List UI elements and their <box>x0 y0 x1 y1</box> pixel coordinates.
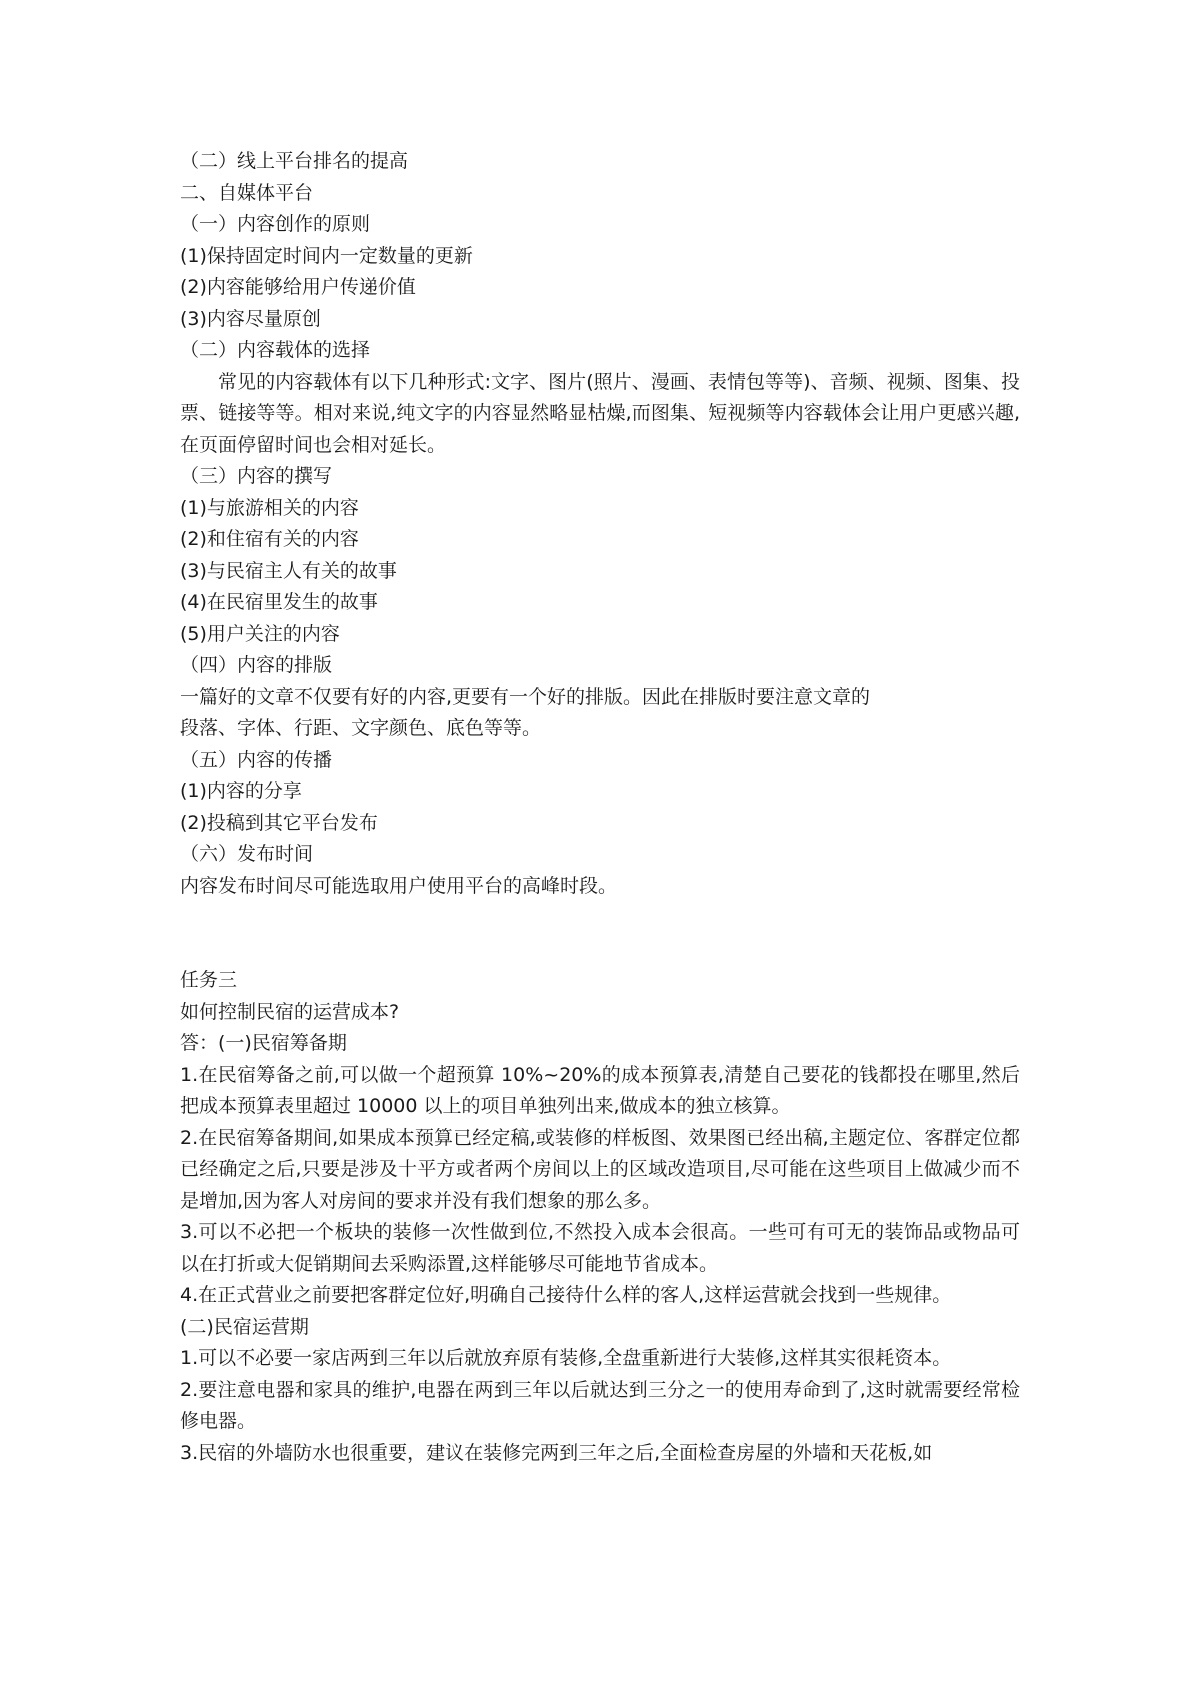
document-body <box>180 146 1020 1469</box>
prep-item: 3.可以不必把一个板块的装修一次性做到位,不然投入成本会很高。一些可有可无的装饰品或物品可以在打折或大促销期间去采购添置,这样能够尽可能地节省成本。 <box>180 1221 1020 1275</box>
layout-text-line: 一篇好的文章不仅要有好的内容,更要有一个好的排版。因此在排版时要注意文章的 <box>180 685 871 708</box>
heading-content-writing: （三）内容的撰写 <box>180 465 333 487</box>
prep-item: 2.在民宿筹备期间,如果成本预算已经定稿,或装修的样板图、效果图已经出稿,主题定位、客群定位都已经确定之后,只要是涉及十平方或者两个房间以上的区域改造项目,尽可能在这些项目上做减少而不是增加,因为客人对房间的要求并没有我们想象的那么多。 <box>180 1126 1020 1212</box>
list-item: (2)内容能够给用户传递价值 <box>180 276 416 298</box>
publish-time-text: 内容发布时间尽可能选取用户使用平台的高峰时段。 <box>180 874 618 897</box>
list-item: (2)投稿到其它平台发布 <box>180 811 378 834</box>
prep-item: 4.在正式营业之前要把客群定位好,明确自己接待什么样的客人,这样运营就会找到一些规律。 <box>180 1284 952 1306</box>
heading-creation-principles: （一）内容创作的原则 <box>180 213 371 235</box>
ops-item: 3.民宿的外墙防水也很重要，建议在装修完两到三年之后,全面检查房屋的外墙和天花板,如 <box>180 1441 933 1464</box>
section-spacer <box>180 902 1020 965</box>
ops-item: 1.可以不必要一家店两到三年以后就放弃原有装修,全盘重新进行大装修,这样其实很耗资本。 <box>180 1347 952 1369</box>
heading-carrier-choice: （二）内容载体的选择 <box>180 339 371 361</box>
list-item: (1)与旅游相关的内容 <box>180 496 359 519</box>
list-item: (1)内容的分享 <box>180 780 302 802</box>
heading-operation-period: (二)民宿运营期 <box>180 1315 309 1338</box>
heading-online-ranking: （二）线上平台排名的提高 <box>180 150 409 172</box>
list-item: (4)在民宿里发生的故事 <box>180 591 378 613</box>
list-item: (3)内容尽量原创 <box>180 307 321 330</box>
task-question: 如何控制民宿的运营成本? <box>180 1000 400 1023</box>
heading-content-layout: （四）内容的排版 <box>180 654 333 676</box>
list-item: (5)用户关注的内容 <box>180 622 340 645</box>
heading-self-media: 二、自媒体平台 <box>180 181 314 204</box>
carrier-paragraph: 常见的内容载体有以下几种形式:文字、图片(照片、漫画、表情包等等)、音频、视频、图集、投票、链接等等。相对来说,纯文字的内容显然略显枯燥,而图集、短视频等内容载体会让用户更感兴趣,在页面停留时间也会相对延长。 <box>180 370 1020 456</box>
list-item: (3)与民宿主人有关的故事 <box>180 559 397 582</box>
layout-text-line: 段落、字体、行距、文字颜色、底色等等。 <box>180 717 542 739</box>
heading-publish-time: （六）发布时间 <box>180 843 314 865</box>
prep-item: 1.在民宿筹备之前,可以做一个超预算 10%~20%的成本预算表,清楚自己要花的钱都投在哪里,然后把成本预算表里超过 10000 以上的项目单独列出来,做成本的独立核算。 <box>180 1063 1020 1117</box>
heading-content-spread: （五）内容的传播 <box>180 748 333 771</box>
list-item: (1)保持固定时间内一定数量的更新 <box>180 244 473 267</box>
ops-item: 2.要注意电器和家具的维护,电器在两到三年以后就达到三分之一的使用寿命到了,这时就需要经常检修电器。 <box>180 1378 1020 1432</box>
answer-intro: 答：(一)民宿筹备期 <box>180 1032 347 1054</box>
task-title: 任务三 <box>180 969 238 991</box>
list-item: (2)和住宿有关的内容 <box>180 528 359 550</box>
